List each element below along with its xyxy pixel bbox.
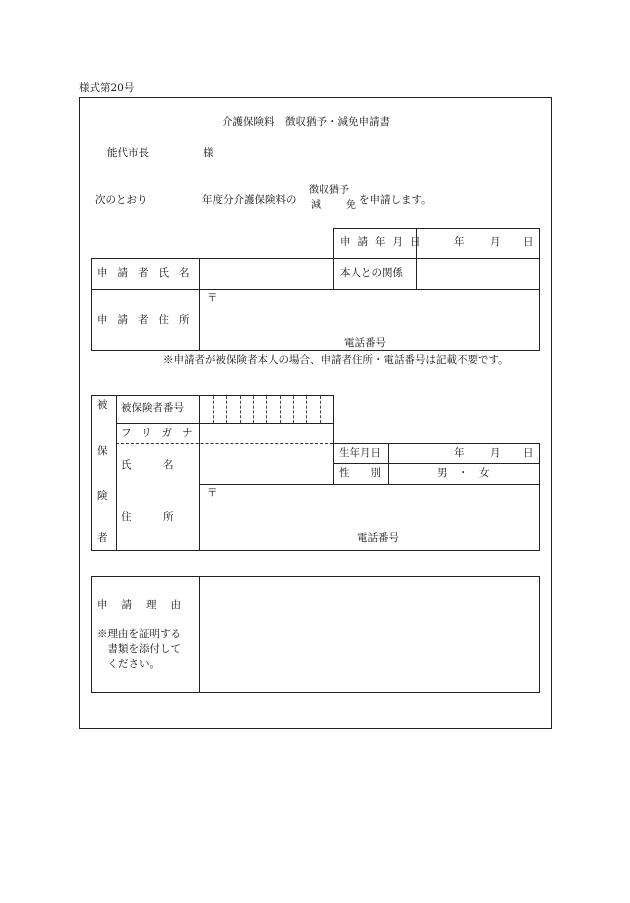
intro-option-reduction-a: 減 <box>311 200 321 211</box>
application-month: 月 <box>490 236 501 248</box>
insured-side-char-4: 者 <box>97 532 108 544</box>
reason-note-line-3: ください。 <box>97 658 160 670</box>
applicant-name-label: 申請者氏名 <box>97 267 200 279</box>
form-title: 介護保険料 徴収猶予・減免申請書 <box>222 116 390 128</box>
birthdate-field[interactable] <box>390 445 538 462</box>
intro-lead: 次のとおり <box>95 194 148 206</box>
applicant-phone-label: 電話番号 <box>344 337 386 349</box>
birthdate-label: 生年月日 <box>339 447 381 459</box>
addressee-honorific: 様 <box>203 147 214 159</box>
sex-label: 性 別 <box>339 467 381 479</box>
reason-note-line-1: ※理由を証明する <box>97 628 181 640</box>
relation-field[interactable] <box>418 260 538 288</box>
insured-postal-mark: 〒 <box>207 487 218 499</box>
application-date-field[interactable] <box>418 230 538 257</box>
insured-side-char-2: 保 <box>97 445 108 457</box>
insured-name-label: 氏 名 <box>121 459 174 471</box>
birth-month: 月 <box>490 447 501 459</box>
birth-day: 日 <box>523 447 534 459</box>
reason-field[interactable] <box>201 578 537 690</box>
intro-option-reduction-b: 免 <box>346 200 356 211</box>
applicant-address-label: 申請者住所 <box>97 314 200 326</box>
application-day: 日 <box>523 236 534 248</box>
application-date-label: 申請年月日 <box>340 236 428 248</box>
furigana-field[interactable] <box>201 425 332 442</box>
intro-tail: を申請します。 <box>359 194 432 206</box>
addressee-name: 能代市長 <box>107 147 149 159</box>
insured-number-field[interactable] <box>201 397 332 422</box>
form-number: 様式第20号 <box>79 82 135 94</box>
intro-option-deferral: 徴収猶予 <box>309 185 349 196</box>
insured-side-char-3: 険 <box>97 490 108 502</box>
furigana-label: フリガナ <box>121 427 203 439</box>
reason-note-line-2: 書類を添付して <box>97 643 181 655</box>
birth-year: 年 <box>454 447 465 459</box>
reason-label: 申請理由 <box>97 599 195 611</box>
insured-phone-label: 電話番号 <box>357 532 399 544</box>
applicant-name-field[interactable] <box>201 260 331 288</box>
sex-options[interactable]: 男 ・ 女 <box>437 467 490 479</box>
application-year: 年 <box>454 236 465 248</box>
applicant-postal-mark: 〒 <box>207 292 218 304</box>
intro-mid: 年度分介護保険料の <box>202 194 297 206</box>
applicant-address-field[interactable] <box>220 291 536 335</box>
applicant-note: ※申請者が被保険者本人の場合、申請者住所・電話番号は記載不要です。 <box>163 354 509 366</box>
insured-side-char-1: 被 <box>97 399 108 411</box>
insured-number-label: 被保険者番号 <box>121 402 184 414</box>
insured-address-field[interactable] <box>220 486 536 530</box>
insured-address-label: 住 所 <box>121 511 174 523</box>
insured-name-field[interactable] <box>201 445 332 483</box>
relation-label: 本人との関係 <box>340 267 403 279</box>
